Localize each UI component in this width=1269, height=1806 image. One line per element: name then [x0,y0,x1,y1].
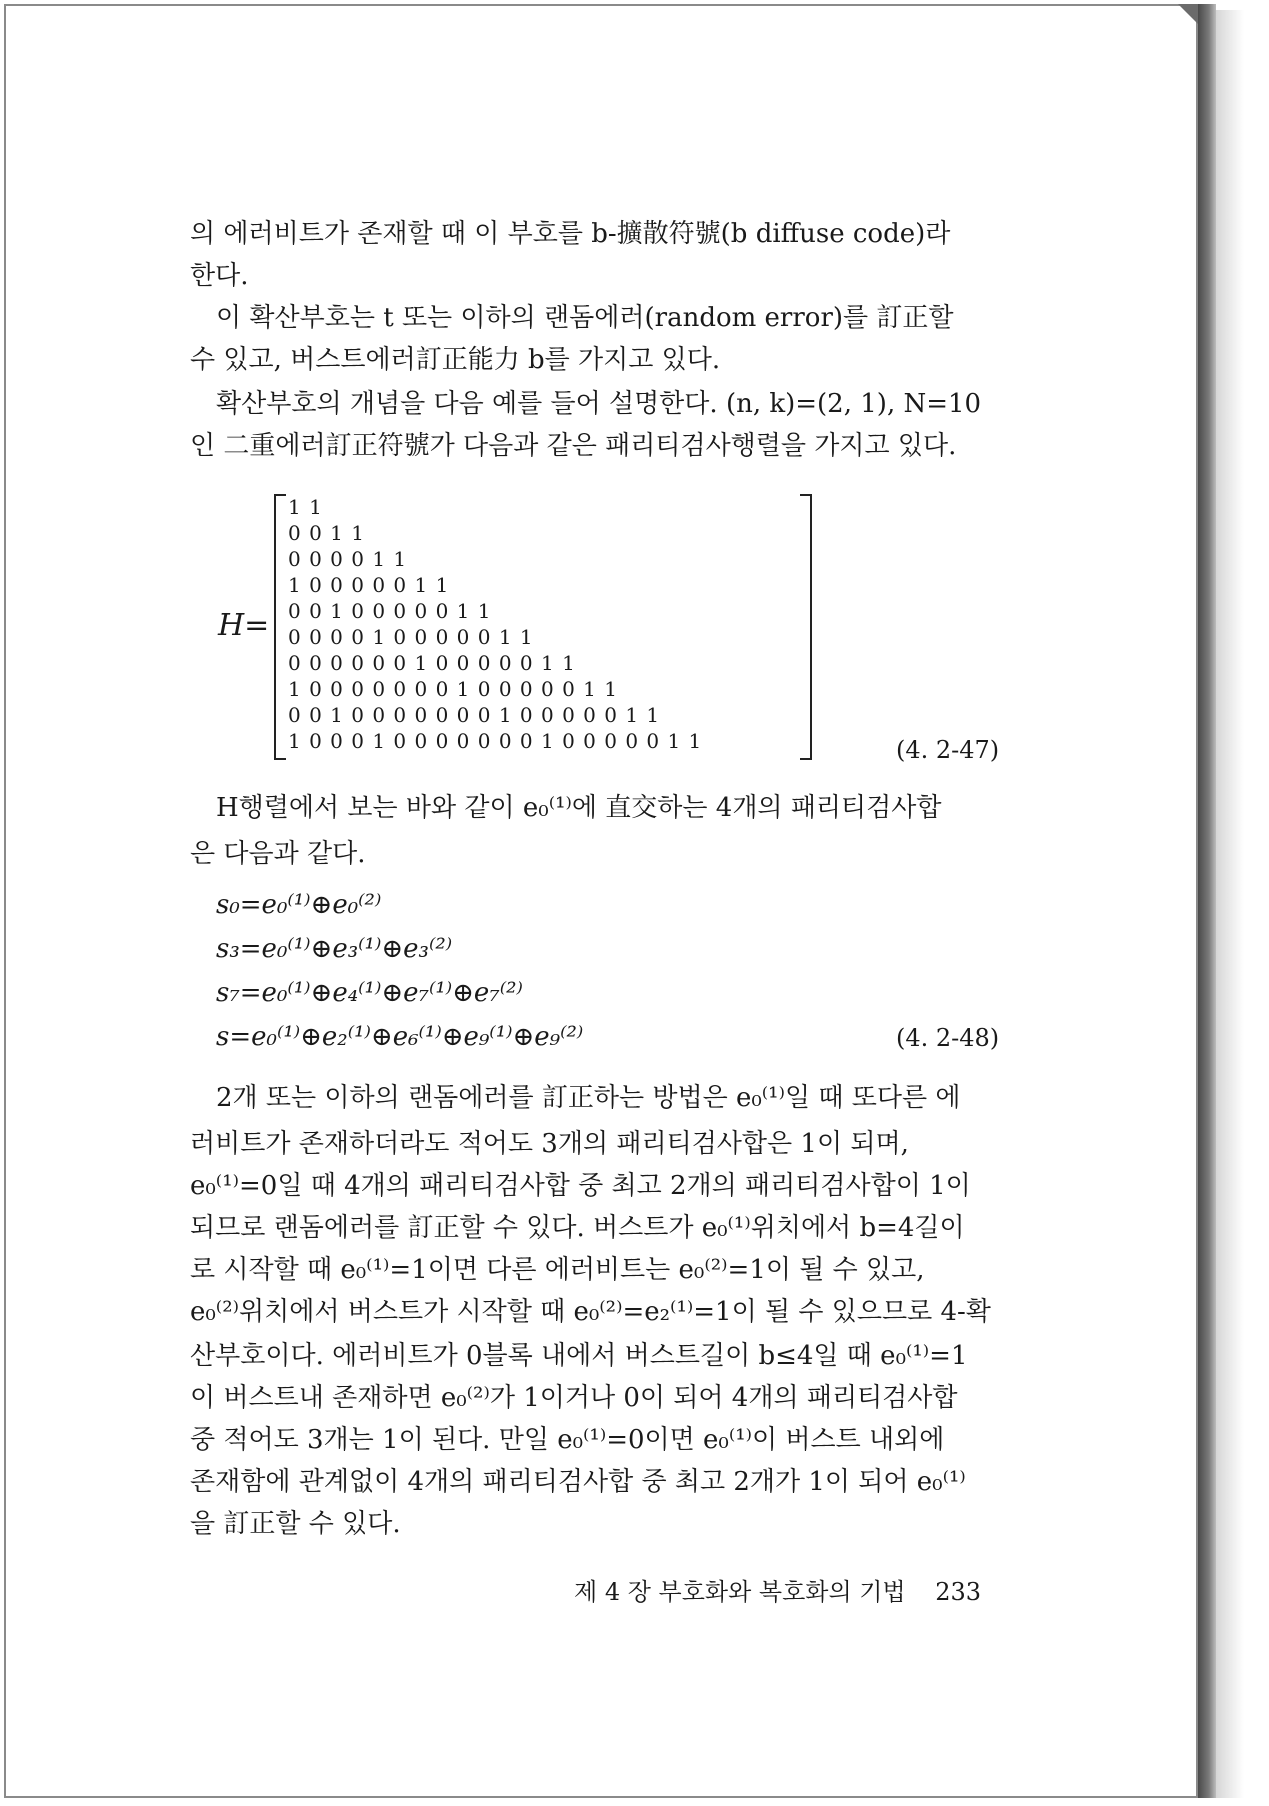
matrix-right-bracket [800,494,812,760]
paragraph3-line2: 인 二重에러訂正符號가 다음과 같은 패리티검사행렬을 가지고 있다. [190,431,957,461]
equation-number-4-2-47: (4. 2-47) [896,736,1000,764]
syndrome-s3: s₃=e₀⁽¹⁾⊕e₃⁽¹⁾⊕e₃⁽²⁾ [216,934,453,964]
matrix-row: 0 0 1 1 [288,521,365,545]
running-footer [574,1572,981,1607]
paragraph5-line: 산부호이다. 에러비트가 0블록 내에서 버스트길이 b≤4일 때 e₀⁽¹⁾=1 [190,1341,968,1371]
matrix-row: 1 0 0 0 0 0 0 0 1 0 0 0 0 0 1 1 [288,677,618,701]
paragraph5-line: 로 시작할 때 e₀⁽¹⁾=1이면 다른 에러비트는 e₀⁽²⁾=1이 될 수 있고, [190,1255,925,1285]
paragraph2-line2: 수 있고, 버스트에러訂正能力 b를 가지고 있다. [190,345,721,375]
paragraph5-line: 되므로 랜돔에러를 訂正할 수 있다. 버스트가 e₀⁽¹⁾위치에서 b=4길이 [190,1213,965,1243]
paragraph1-line1: 의 에러비트가 존재할 때 이 부호를 b-擴散符號(b diffuse code)라 [190,219,951,249]
syndrome-s7: s₇=e₀⁽¹⁾⊕e₄⁽¹⁾⊕e₇⁽¹⁾⊕e₇⁽²⁾ [216,978,523,1008]
equation-number-4-2-48: (4. 2-48) [896,1024,1000,1052]
syndrome-s0: s₀=e₀⁽¹⁾⊕e₀⁽²⁾ [216,890,382,920]
matrix-label: H= [218,608,270,643]
paragraph1-line2: 한다. [190,261,249,291]
matrix-row: 0 0 0 0 1 1 [288,547,408,571]
page-corner-fold [1178,4,1198,24]
paragraph5-line: 중 적어도 3개는 1이 된다. 만일 e₀⁽¹⁾=0이면 e₀⁽¹⁾이 버스트 내외에 [190,1425,945,1455]
matrix-row: 1 1 [288,495,323,519]
matrix-row: 0 0 1 0 0 0 0 0 0 0 1 0 0 0 0 0 1 1 [288,703,661,727]
page-number: 233 [935,1578,982,1606]
matrix-row: 0 0 0 0 1 0 0 0 0 0 1 1 [288,625,534,649]
matrix-row: 0 0 0 0 0 0 1 0 0 0 0 0 1 1 [288,651,576,675]
paragraph5-line: 존재함에 관계없이 4개의 패리티검사합 중 최고 2개가 1이 되어 e₀⁽¹⁾ [190,1467,966,1497]
paragraph5-line: 을 訂正할 수 있다. [190,1509,401,1539]
chapter-title: 제 4 장 부호화와 복호화의 기법 [574,1578,906,1606]
matrix-left-bracket [274,494,286,760]
paragraph5-line: 2개 또는 이하의 랜돔에러를 訂正하는 방법은 e₀⁽¹⁾일 때 또다른 에 [216,1083,961,1113]
paragraph4-line2: 은 다음과 같다. [190,839,366,869]
matrix-row: 1 0 0 0 1 0 0 0 0 0 0 0 1 0 0 0 0 0 1 1 [288,729,703,753]
paragraph5-line: 러비트가 존재하더라도 적어도 3개의 패리티검사합은 1이 되며, [190,1129,909,1159]
paragraph4-line1: H행렬에서 보는 바와 같이 e₀⁽¹⁾에 直交하는 4개의 패리티검사합 [216,793,942,823]
paragraph2-line1: 이 확산부호는 t 또는 이하의 랜돔에러(random error)를 訂正할 [216,303,954,333]
paragraph5-line: e₀⁽²⁾위치에서 버스트가 시작할 때 e₀⁽²⁾=e₂⁽¹⁾=1이 될 수 있으므로 4-확 [190,1297,991,1327]
paragraph5-line: 이 버스트내 존재하면 e₀⁽²⁾가 1이거나 0이 되어 4개의 패리티검사합 [190,1383,958,1413]
matrix-row: 0 0 1 0 0 0 0 0 1 1 [288,599,492,623]
paragraph3-line1: 확산부호의 개념을 다음 예를 들어 설명한다. (n, k)=(2, 1), N=10 [216,389,982,419]
syndrome-s: s=e₀⁽¹⁾⊕e₂⁽¹⁾⊕e₆⁽¹⁾⊕e₉⁽¹⁾⊕e₉⁽²⁾ [216,1022,584,1052]
paragraph5-line: e₀⁽¹⁾=0일 때 4개의 패리티검사합 중 최고 2개의 패리티검사합이 1이 [190,1171,971,1201]
spine-shadow [1216,10,1244,1798]
book-spine-edge [1198,4,1216,1798]
book-page [4,4,1198,1798]
matrix-row: 1 0 0 0 0 0 1 1 [288,573,450,597]
